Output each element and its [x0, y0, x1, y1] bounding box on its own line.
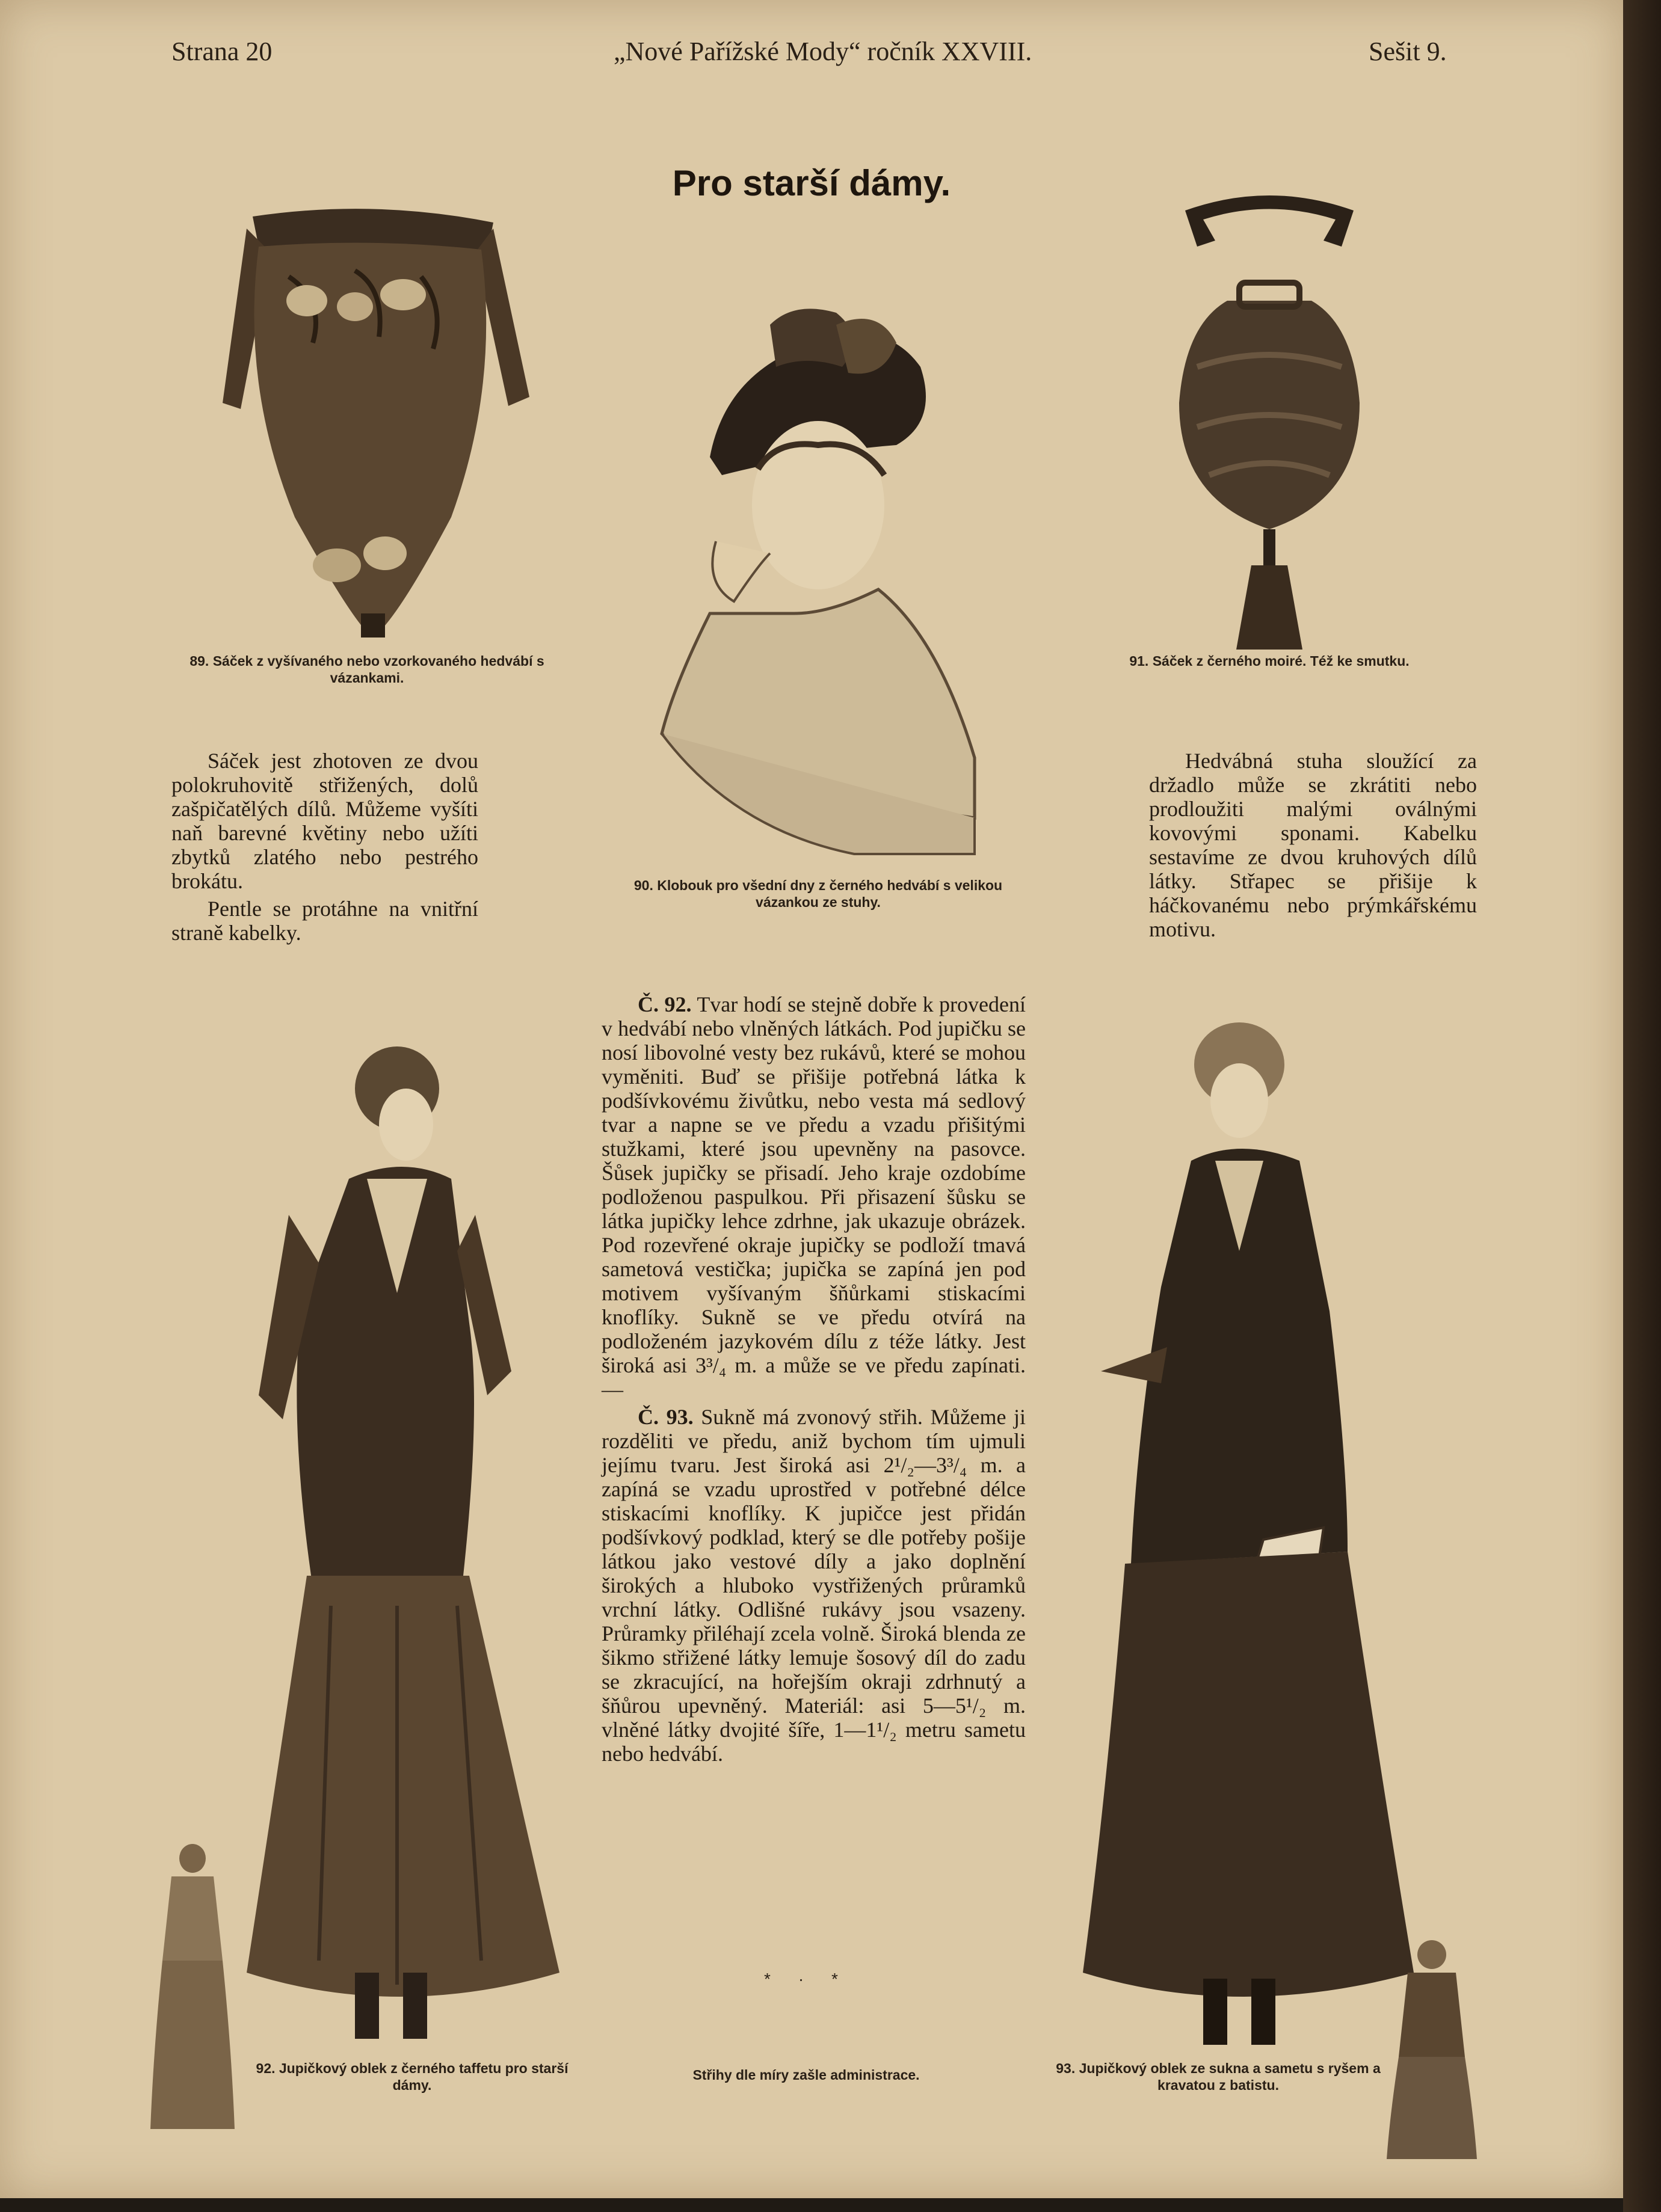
label-92: Č. 92.: [638, 992, 692, 1016]
bag-89-illustration: [205, 204, 541, 637]
caption-92: 92. Jupičkový oblek z černého taffetu pro starší dámy.: [256, 2060, 569, 2093]
text-93: [602, 1405, 1026, 1766]
hat-90-illustration: [638, 301, 999, 878]
text-right-paragraph: Hedvábná stuha sloužící za držadlo může se zkrátiti nebo prodloužiti malými oválnými kovovými sponami. Kabelku sestavíme ze dvou kruhových dílů látky. Střapec se přišije k háčkovanému nebo prýmkářskému motivu.: [1149, 749, 1477, 941]
text-92: [602, 992, 1026, 1401]
text-left-paragraph-2: Pentle se protáhne na vnitřní straně kabelky.: [171, 897, 478, 945]
text-93-body: Sukně má zvonový střih. Můžeme ji rozděliti ve předu, aniž bychom tím ujmuli jejímu tvaru. Jest široká asi 2¹/₂—3³/₄ m. a zapíná se vzadu uprostřed v potřebné délce stiskacími knoflíky. K jupičce jest přidán podšívkový podklad, který se dle potřeby pošije látkou jako vestové díly a jako doplnění širokých a hluboko vystřižených průramků vrchní látky. Odlišné rukávy jsou vsazeny. Průramky přiléhají zcela volně. Široká blenda ze šikmo střižené látky lemuje šosový díl do zadu se zkracující, na hořejším okraji zdrhnutý a šňůrou upevněný. Materiál: asi 5—5¹/₂ m. vlněné látky dvojité šíře, 1—1¹/₂ metru sametu nebo hedvábí.: [602, 1405, 1026, 1766]
text-left-paragraph-1: Sáček jest zhotoven ze dvou polokruhovitě střižených, dolů zašpičatělých dílů. Můžeme vyšíti naň barevné květiny nebo užíti zbytků zlatého nebo pestrého brokátu.: [171, 749, 478, 893]
book-spine: [1623, 0, 1661, 2212]
text-column-left: [171, 749, 478, 945]
suit-92-back-view: [147, 1840, 238, 2141]
bag-91-illustration: [1161, 186, 1378, 656]
caption-patterns: Střihy dle míry zašle administrace.: [692, 2067, 920, 2083]
page-title: Pro starší dámy.: [672, 163, 951, 203]
label-93: Č. 93.: [638, 1405, 694, 1429]
issue-number: Sešit 9.: [1369, 37, 1447, 66]
page-number: Strana 20: [171, 37, 273, 66]
caption-91: 91. Sáček z černého moiré. Též ke smutku.: [1129, 653, 1410, 669]
text-column-right: [1149, 749, 1477, 941]
suit-93-back-view: [1384, 1937, 1480, 2165]
caption-89: 89. Sáček z vyšívaného nebo vzorkovaného hedvábí s vázankami.: [190, 653, 544, 686]
magazine-title: „Nové Pařížské Mody“ ročník XXVIII.: [614, 37, 1032, 66]
text-column-center: [602, 992, 1026, 1766]
suit-92-illustration: [199, 1034, 584, 2057]
caption-90: 90. Klobouk pro všední dny z černého hedvábí s velikou vázankou ze stuhy.: [633, 877, 1003, 910]
suit-93-illustration: [1047, 1010, 1432, 2063]
asterisks: * ∙ *: [764, 1970, 838, 1988]
text-92-body: Tvar hodí se stejně dobře k provedení v hedvábí nebo vlněných látkách. Pod jupičku se nosí libovolné vesty bez rukávů, které se mohou vyměniti. Buď se přišije potřebná látka k podšívkovému živůtku, nebo vesta má sedlový tvar a napne se ve předu a vzadu přišitými stužkami, které jsou upevněny na pasovce. Šůsek jupičky se přisadí. Jeho kraje ozdobíme podloženou paspulkou. Při přisazení šůsku se látka jupičky lehce zdrhne, jak ukazuje obrázek. Pod rozevřené okraje jupičky se podloží tmavá sametová vestička; jupička se zapíná jen pod motivem vyšívaným šňůrkami stiskacími knoflíky. Sukně se ve předu otvírá na podloženém jazykovém dílu z téže látky. Jest široká asi 3³/₄ m. a může se ve předu zapínati. —: [602, 992, 1026, 1401]
caption-93: 93. Jupičkový oblek ze sukna a sametu s ryšem a kravatou z batistu.: [1056, 2060, 1381, 2093]
